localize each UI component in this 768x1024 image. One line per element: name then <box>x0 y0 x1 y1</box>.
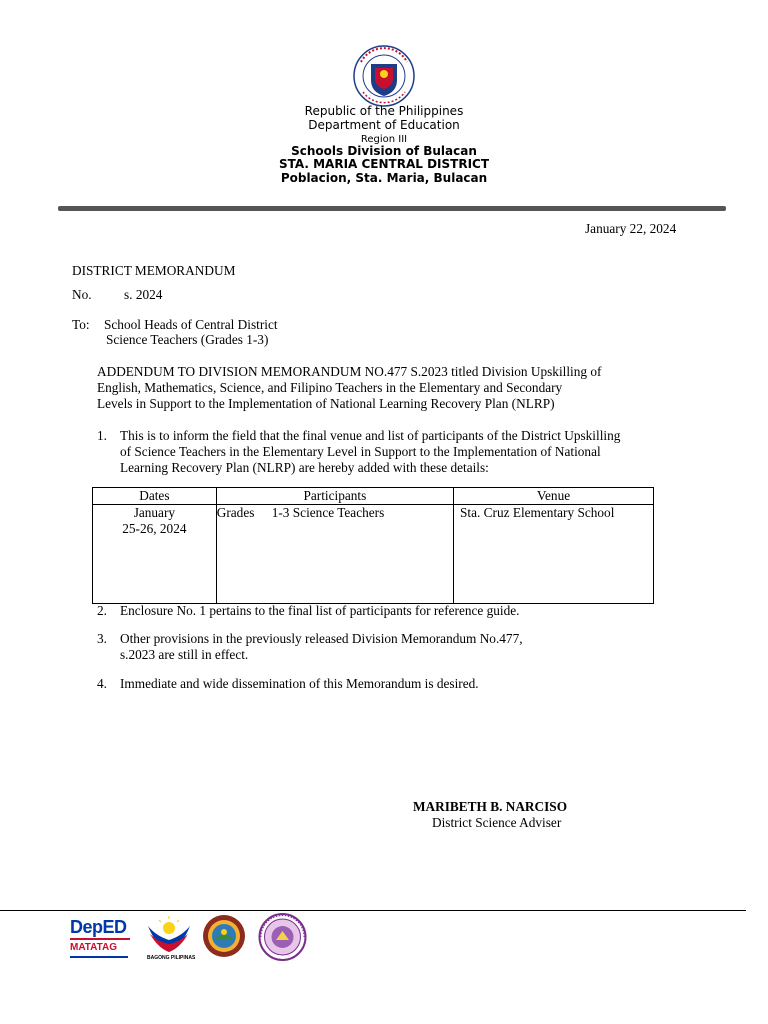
matatag-wordmark: MATATAG <box>70 942 118 953</box>
date-line-2: 25-26, 2024 <box>122 521 187 536</box>
memo-no-label: No. <box>72 287 92 302</box>
table-cell-dates <box>93 505 217 604</box>
header-divider <box>58 206 726 211</box>
table-header-participants: Participants <box>216 488 453 505</box>
item-2-line-1: Enclosure No. 1 pertains to the final list of participants for reference guide. <box>120 603 520 618</box>
to-recipient-2: Science Teachers (Grades 1-3) <box>106 332 269 347</box>
table-cell-venue: Sta. Cruz Elementary School <box>454 505 654 604</box>
header-district: STA. MARIA CENTRAL DISTRICT <box>278 157 490 171</box>
to-label: To: <box>72 317 90 332</box>
item-1-line-2: of Science Teachers in the Elementary Level in Support to the Implementation of National <box>120 444 601 459</box>
date-line-1: January <box>133 505 176 520</box>
item-3-line-2: s.2023 are still in effect. <box>120 647 249 662</box>
item-3-line-1: Other provisions in the previously released Division Memorandum No.477, <box>120 631 523 646</box>
header-republic: Republic of the Philippines <box>304 104 464 118</box>
signatory-title: District Science Adviser <box>432 815 562 830</box>
subject-line-1: ADDENDUM TO DIVISION MEMORANDUM NO.477 S.2023 titled Division Upskilling of <box>97 364 602 379</box>
item-1-line-1: This is to inform the field that the final venue and list of participants of the District Upskilling <box>120 428 621 443</box>
memo-date: January 22, 2024 <box>585 221 677 236</box>
table-header-venue: Venue <box>454 488 654 505</box>
details-table <box>92 487 654 604</box>
item-4-line-1: Immediate and wide dissemination of this Memorandum is desired. <box>120 676 479 691</box>
deped-wordmark: DepED <box>70 917 127 937</box>
item-2-number: 2. <box>97 603 107 618</box>
item-4-number: 4. <box>97 676 107 691</box>
header-division: Schools Division of Bulacan <box>291 144 477 158</box>
header-region: Region III <box>360 134 408 145</box>
division-seal-logo <box>199 914 249 958</box>
header-department: Department of Education <box>308 118 460 132</box>
deped-matatag-logo <box>70 917 130 965</box>
bagong-pilipinas-text: BAGONG PILIPINAS <box>147 955 196 961</box>
subject-line-3: Levels in Support to the Implementation of National Learning Recovery Plan (NLRP) <box>97 396 555 411</box>
to-recipient-1: School Heads of Central District <box>104 317 278 332</box>
table-header-row <box>93 488 654 505</box>
memo-series: s. 2024 <box>124 287 163 302</box>
header-address: Poblacion, Sta. Maria, Bulacan <box>280 171 488 185</box>
signatory-name: MARIBETH B. NARCISO <box>413 799 568 814</box>
district-seal-logo <box>255 913 310 961</box>
table-header-dates: Dates <box>93 488 217 505</box>
subject-line-2: English, Mathematics, Science, and Filipino Teachers in the Elementary and Secondary <box>97 380 563 395</box>
deped-seal-logo <box>349 44 419 108</box>
participants-grades: Grades <box>216 505 255 520</box>
item-3-number: 3. <box>97 631 107 646</box>
item-1-number: 1. <box>97 428 107 443</box>
item-1-line-3: Learning Recovery Plan (NLRP) are hereby added with these details: <box>120 460 489 475</box>
memo-type: DISTRICT MEMORANDUM <box>72 263 236 278</box>
table-row <box>93 505 654 604</box>
participants-level: 1-3 Science Teachers <box>271 505 385 520</box>
table-cell-participants <box>216 505 453 604</box>
footer-divider <box>0 910 746 911</box>
